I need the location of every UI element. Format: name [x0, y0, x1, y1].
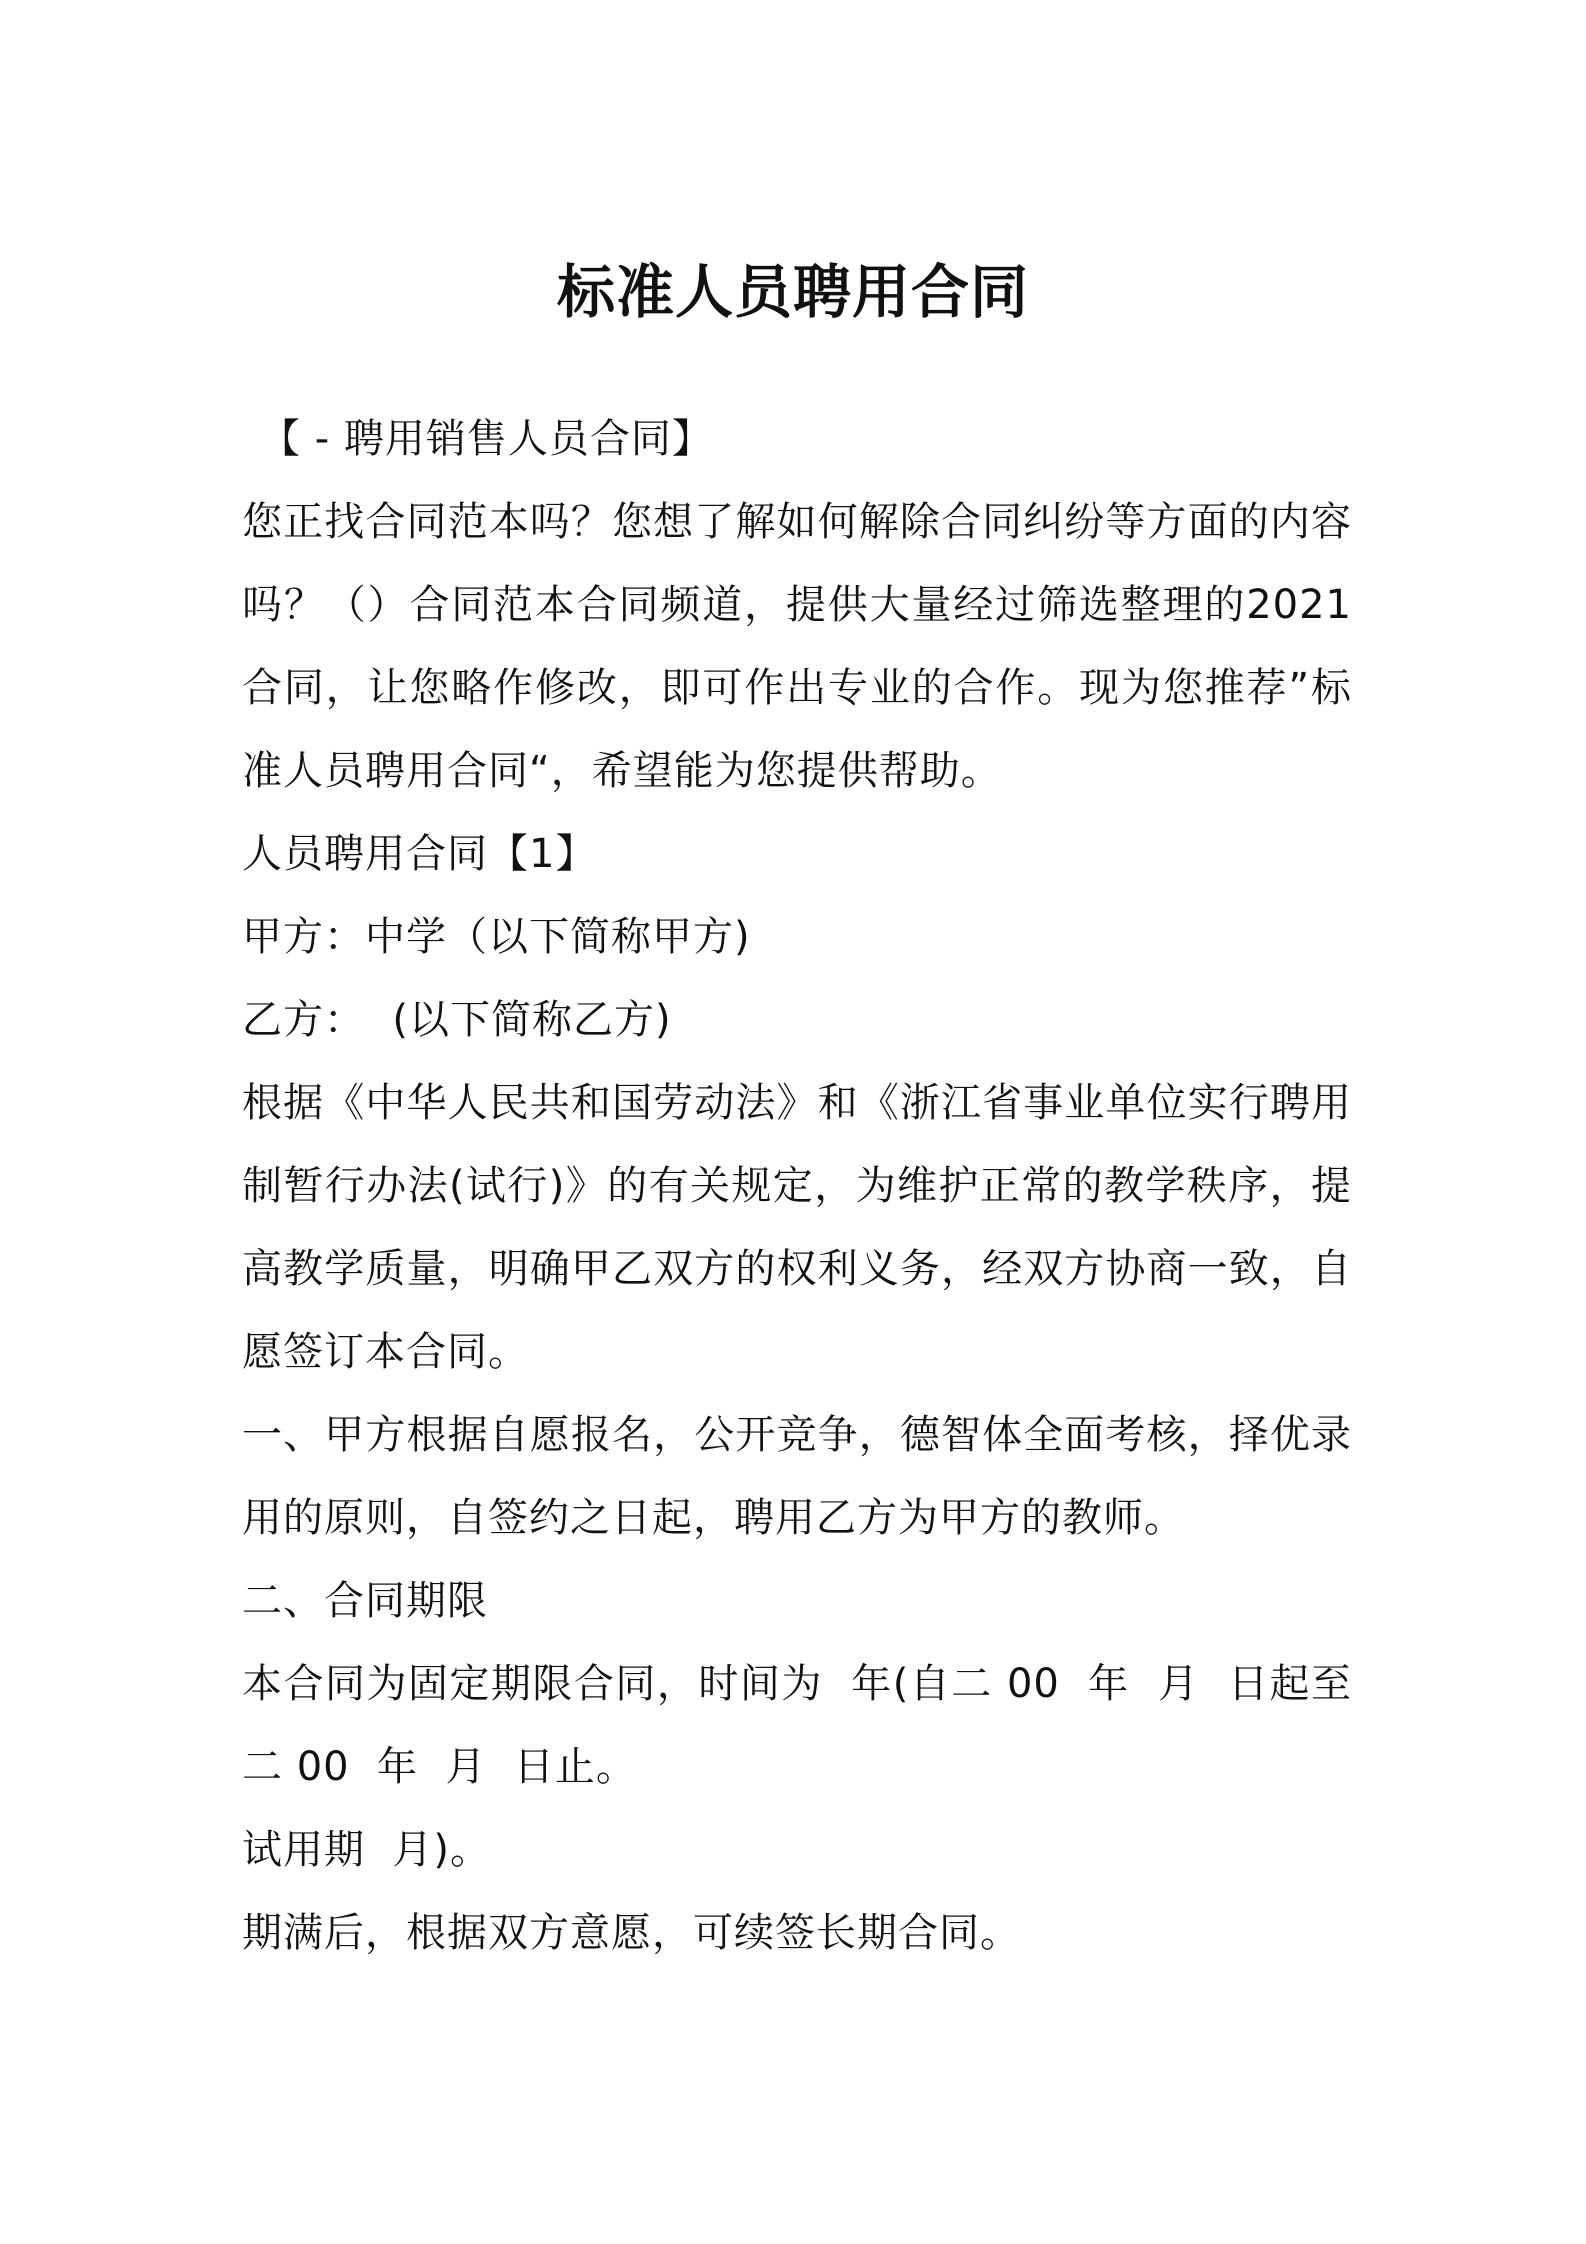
probation-line: 试用期 月)。 — [242, 1827, 492, 1873]
document-body — [242, 398, 1366, 1975]
intro-paragraph: 您正找合同范本吗？您想了解如何解除合同纠纷等方面的内容吗？（）合同范本合同频道，提供大量经过筛选整理的2021 合同，让您略作修改，即可作出专业的合作。现为您推荐”标准人员聘用合同“，希望能为您提供帮助。 — [242, 499, 1366, 794]
party-a-line: 甲方：中学（以下简称甲方) — [242, 914, 751, 960]
contract-heading: 人员聘用合同【1】 — [242, 831, 597, 877]
subtitle-paragraph: 【 - 聘用销售人员合同】 — [260, 416, 713, 462]
contract-term-paragraph: 本合同为固定期限合同，时间为 年(自二 00 年 月 日起至二 00 年 月 日止。 — [242, 1661, 1352, 1790]
clause-two-heading: 二、合同期限 — [242, 1578, 488, 1624]
party-b-line: 乙方： (以下简称乙方) — [242, 997, 672, 1043]
clause-one-paragraph: 一、甲方根据自愿报名，公开竞争，德智体全面考核，择优录用的原则，自签约之日起，聘用乙方为甲方的教师。 — [242, 1412, 1352, 1541]
legal-basis-paragraph: 根据《中华人民共和国劳动法》和《浙江省事业单位实行聘用制暂行办法(试行)》的有关规定，为维护正常的教学秩序，提高教学质量，明确甲乙双方的权利义务，经双方协商一致，自愿签订本合同。 — [242, 1080, 1352, 1375]
renewal-line: 期满后，根据双方意愿，可续签长期合同。 — [242, 1910, 1021, 1956]
document-title: 标准人员聘用合同 — [556, 258, 1029, 326]
